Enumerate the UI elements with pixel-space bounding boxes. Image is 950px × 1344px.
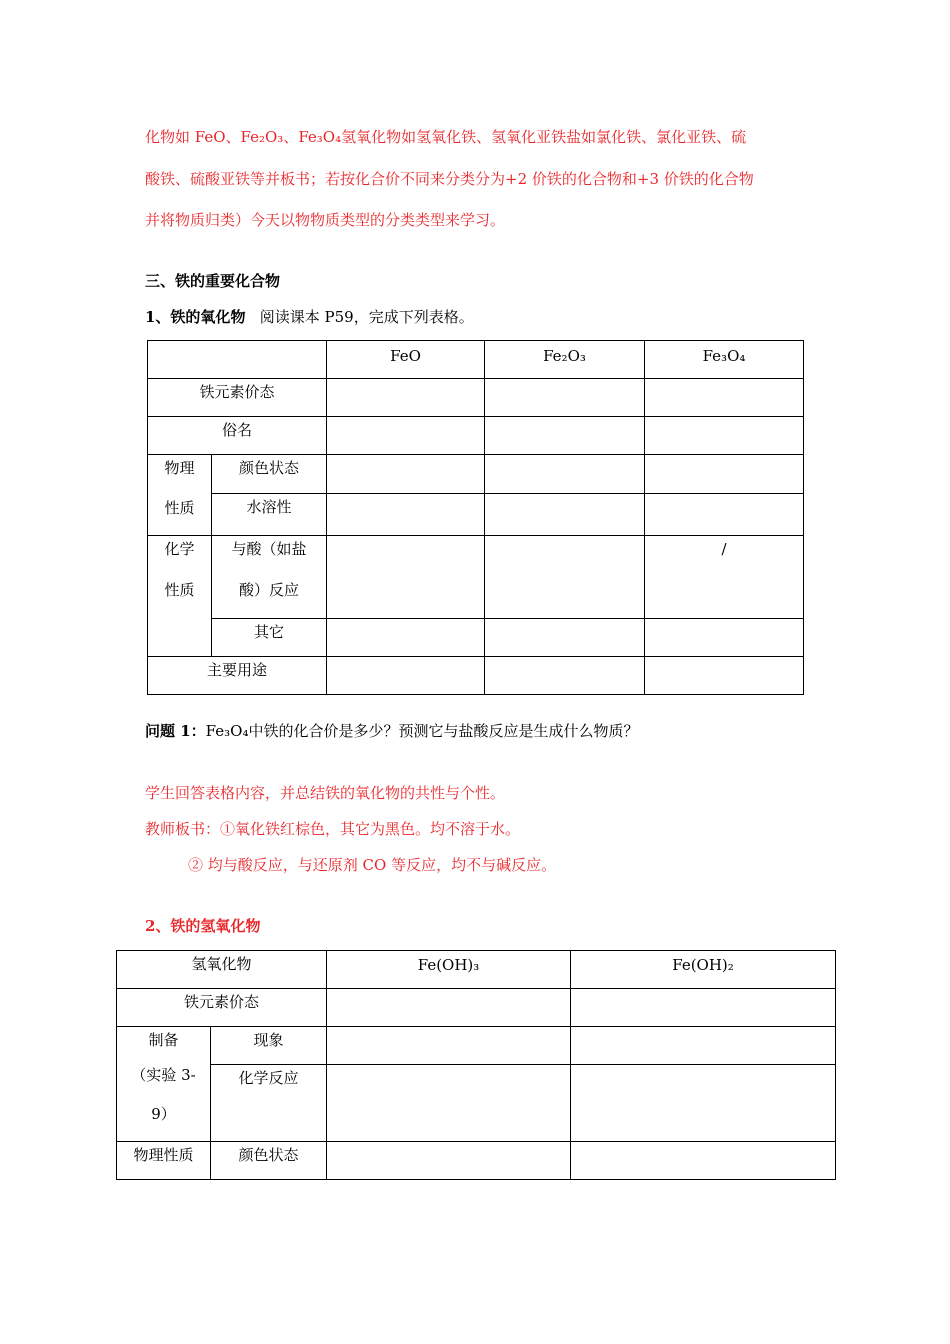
row-label-hydroxide: 氢氧化物 [117,951,327,989]
table-cell[interactable] [645,493,804,535]
question-1-label: 问题 1： [145,722,206,740]
teacher-note-3: ② 均与酸反应，与还原剂 CO 等反应，均不与碱反应。 [188,856,557,874]
subsection-oxides-instruction: 阅读课本 P59，完成下列表格。 [259,308,474,326]
table-cell[interactable] [327,379,485,417]
table-row [148,619,804,657]
table-cell[interactable] [327,1142,571,1180]
table-row [148,455,804,494]
row-group-preparation-line3: 9） [151,1105,176,1123]
table-cell[interactable] [645,417,804,455]
table-cell[interactable] [645,657,804,695]
oxide-table [147,340,804,695]
table-cell[interactable] [645,379,804,417]
section-heading-compounds: 三、铁的重要化合物 [145,272,281,290]
row-group-physical-line2: 性质 [164,499,195,517]
table-cell[interactable] [571,1027,836,1065]
row-label-color-state: 颜色状态 [211,1142,327,1180]
question-1 [145,720,638,741]
hydroxide-table [116,950,836,1180]
table-cell[interactable] [645,619,804,657]
row-label-common-name: 俗名 [148,417,327,455]
row-group-physical-line1: 物理 [164,459,195,477]
row-label-main-use: 主要用途 [148,657,327,695]
intro-line-1: 化物如 FeO、Fe₂O₃、Fe₃O₄氢氧化物如氢氧化铁、氢氧化亚铁盐如氯化铁、氯化亚铁、硫 [145,128,747,146]
table-cell[interactable] [571,1065,836,1142]
table-row [148,341,804,379]
row-label-valence: 铁元素价态 [148,379,327,417]
row-label-physical-property: 物理性质 [117,1142,211,1180]
table-cell[interactable] [327,455,485,494]
row-group-physical [148,455,212,536]
row-group-preparation-line2: （实验 3- [131,1066,196,1084]
table-row [117,1065,836,1142]
column-header-feo: FeO [327,341,485,379]
row-label-color-state: 颜色状态 [212,455,327,494]
table-cell[interactable] [571,989,836,1027]
table-cell[interactable] [645,455,804,494]
table-row [117,1027,836,1065]
table-cell[interactable] [485,657,645,695]
table-cell[interactable] [485,455,645,494]
table-cell[interactable] [327,493,485,535]
table-row [148,536,804,619]
row-label-acid-reaction [212,536,327,619]
table-cell[interactable] [485,417,645,455]
table-cell[interactable] [485,619,645,657]
row-label-acid-reaction-line1: 与酸（如盐 [231,540,307,558]
table-row [148,417,804,455]
table-row [148,379,804,417]
subsection-oxides [145,306,474,327]
row-label-chemical-reaction: 化学反应 [211,1065,327,1142]
row-label-valence: 铁元素价态 [117,989,327,1027]
table-cell[interactable] [327,536,485,619]
question-1-text: Fe₃O₄中铁的化合价是多少？预测它与盐酸反应是生成什么物质？ [205,722,639,740]
table-row [117,951,836,989]
table-row [117,989,836,1027]
table-cell[interactable] [327,417,485,455]
table-cell[interactable] [485,379,645,417]
table-row [148,657,804,695]
subsection-oxides-title: 1、铁的氧化物 [145,308,246,326]
row-label-other: 其它 [212,619,327,657]
intro-line-2: 酸铁、硫酸亚铁等并板书；若按化合价不同来分类分为+2 价铁的化合物和+3 价铁的化合物 [145,170,754,188]
row-group-chemical-line2: 性质 [164,581,195,599]
table-cell[interactable] [327,657,485,695]
table-cell[interactable] [485,536,645,619]
table-cell[interactable] [327,619,485,657]
row-group-chemical [148,536,212,657]
column-header-feoh2: Fe(OH)₂ [571,951,836,989]
row-label-water-solubility: 水溶性 [212,493,327,535]
table-row [148,493,804,535]
section-heading-hydroxides: 2、铁的氢氧化物 [145,917,261,935]
row-label-phenomenon: 现象 [211,1027,327,1065]
row-group-preparation-line1: 制备 [148,1031,179,1049]
row-group-chemical-line1: 化学 [164,540,195,558]
teacher-note-2: 教师板书：①氧化铁红棕色，其它为黑色。均不溶于水。 [145,820,521,838]
row-group-preparation [117,1027,211,1142]
column-header-fe3o4: Fe₃O₄ [645,341,804,379]
column-header-fe2o3: Fe₂O₃ [485,341,645,379]
row-label-acid-reaction-line2: 酸）反应 [238,581,299,599]
intro-line-3: 并将物质归类）今天以物物质类型的分类类型来学习。 [145,211,506,229]
column-header-feoh3: Fe(OH)₃ [327,951,571,989]
table-row [117,1142,836,1180]
teacher-note-1: 学生回答表格内容，并总结铁的氧化物的共性与个性。 [145,784,506,802]
table-cell-empty [148,341,327,379]
table-cell[interactable] [327,1027,571,1065]
table-cell[interactable] [571,1142,836,1180]
table-cell[interactable] [327,1065,571,1142]
table-cell-fe3o4-acid: / [645,536,804,619]
table-cell[interactable] [485,493,645,535]
table-cell[interactable] [327,989,571,1027]
